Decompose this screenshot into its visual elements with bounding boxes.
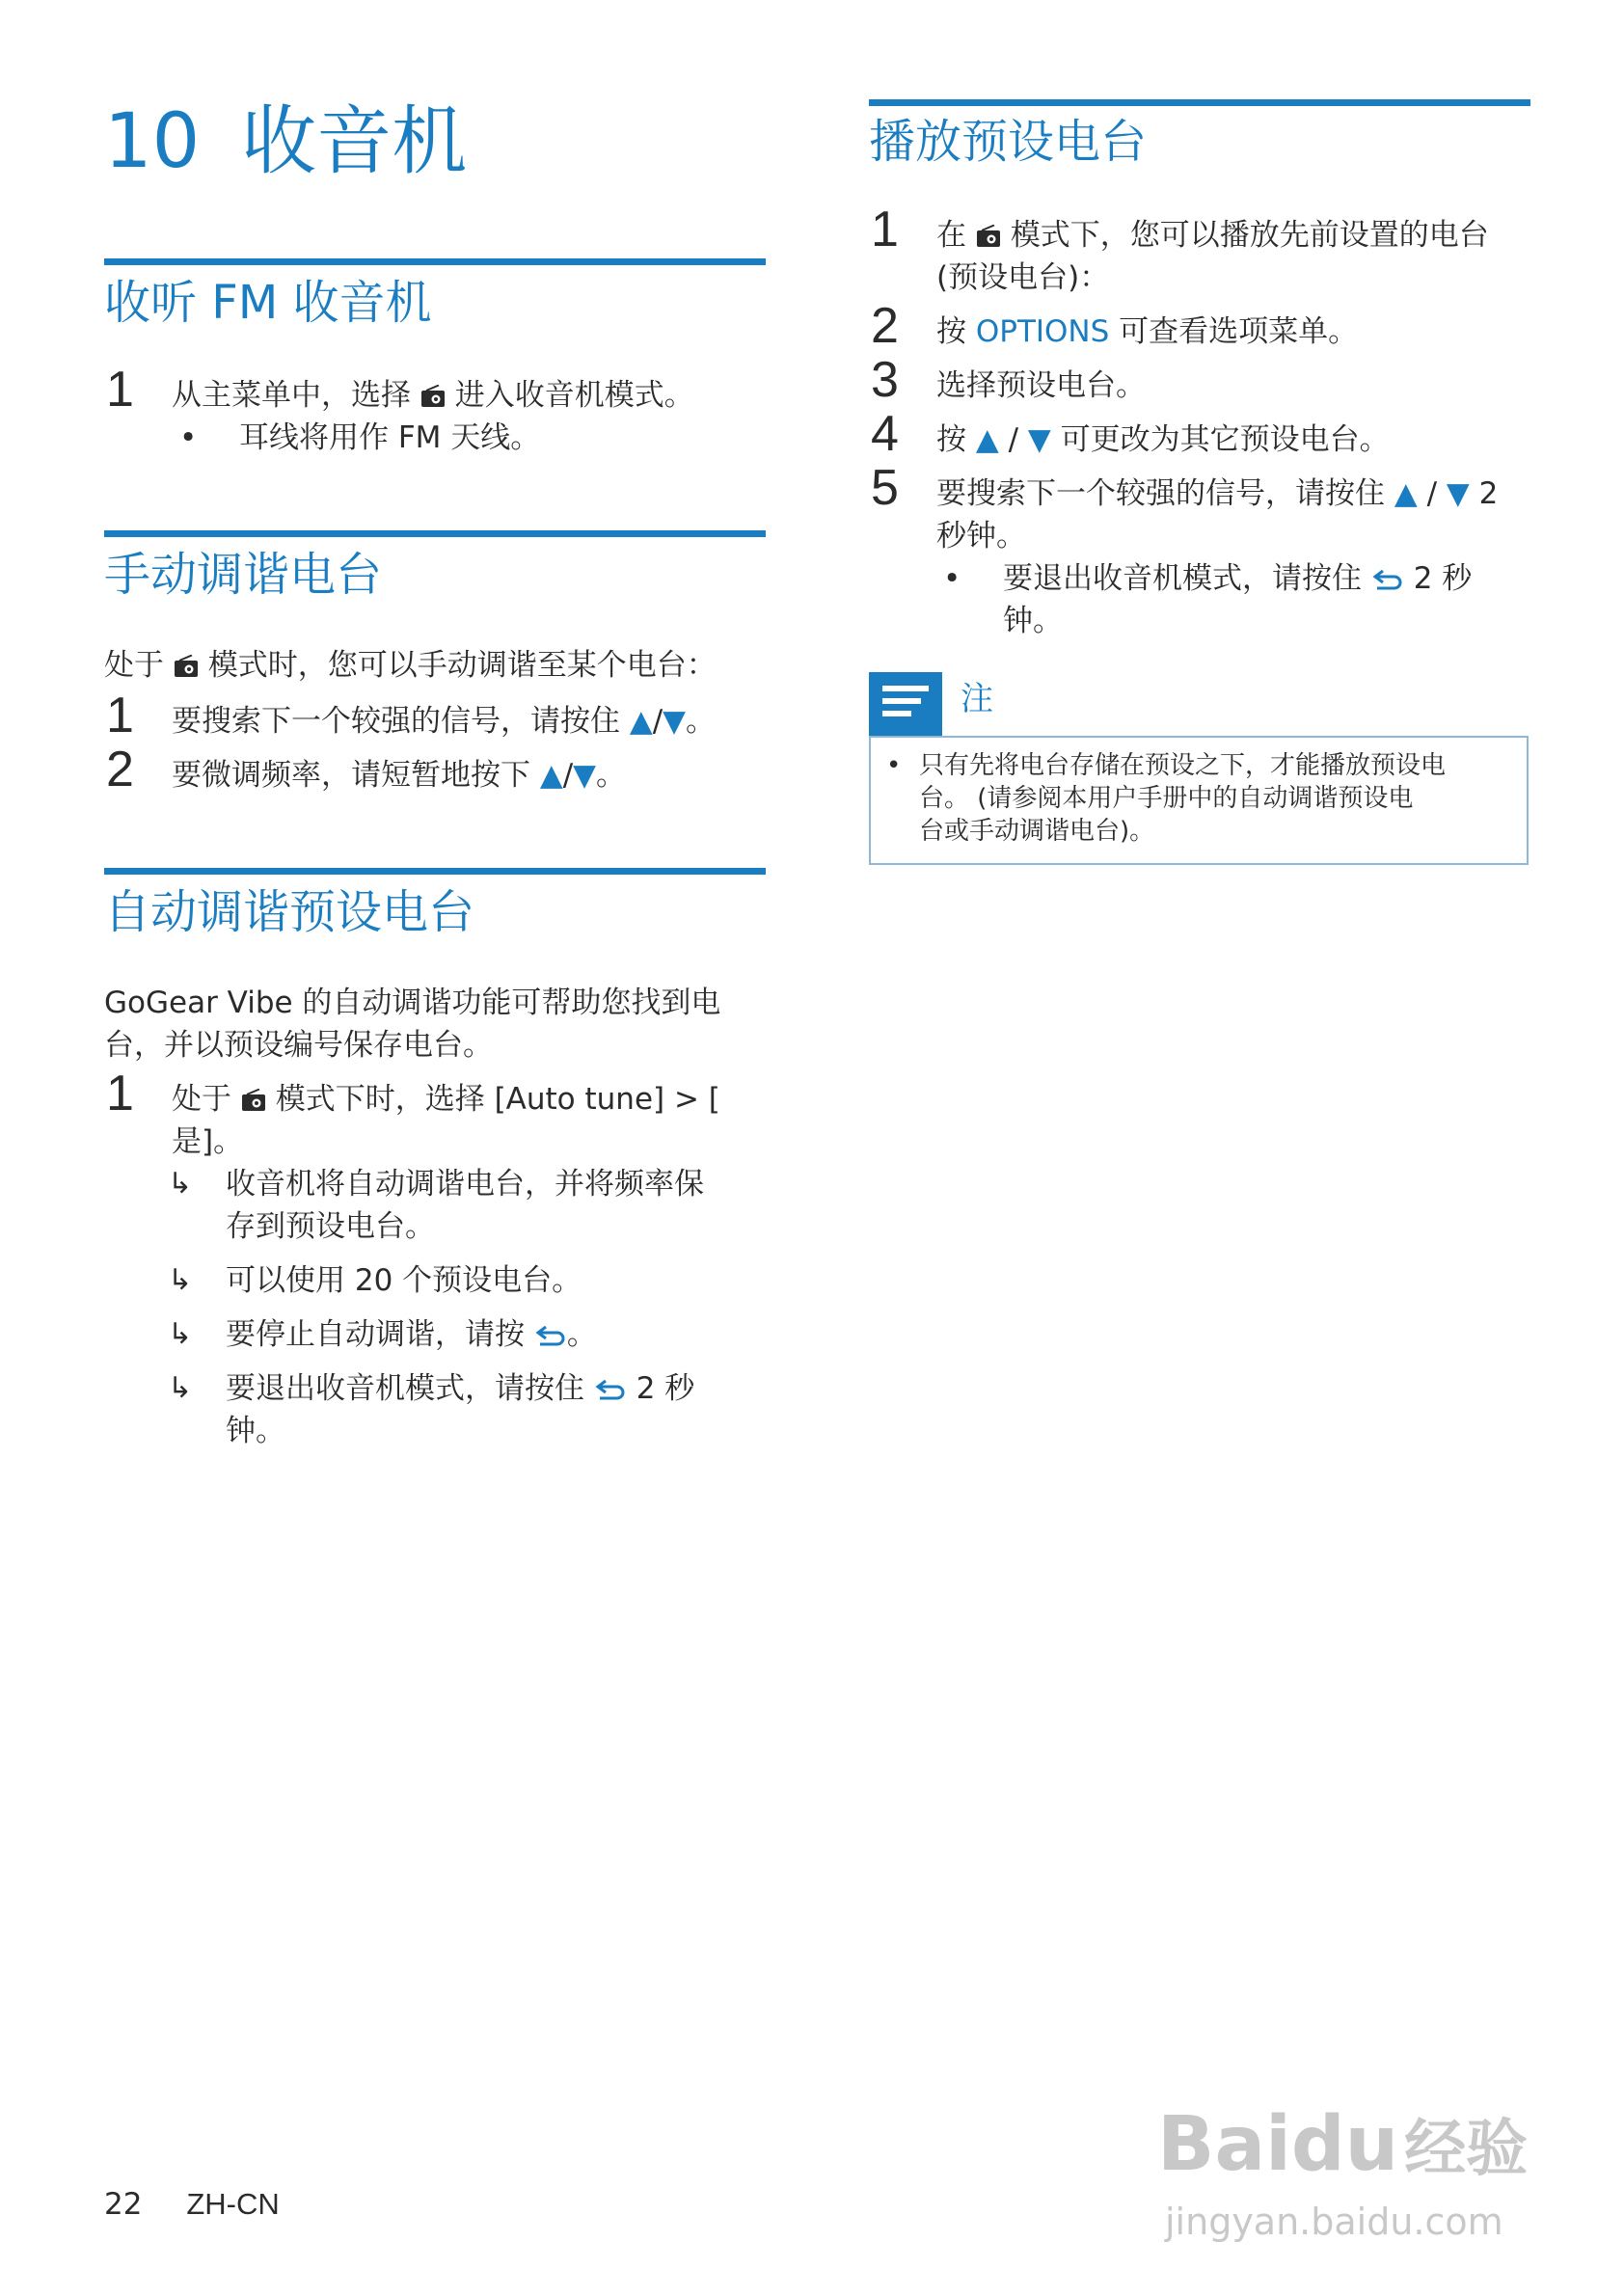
fm-bullet: • 耳线将用作 FM 天线。 [239, 417, 540, 459]
auto-subitem-1: ↳ 收音机将自动调谐电台，并将频率保 存到预设电台。 [226, 1163, 766, 1248]
bullet-dot: • [179, 420, 198, 455]
preset-step-4: 4 按 ▲ / ▼ 可更改为其它预设电台。 [871, 406, 1390, 462]
radio-icon [976, 225, 1001, 248]
preset-bullet: • 要退出收音机模式，请按住 2 秒 钟。 [1003, 557, 1533, 642]
section-rule-1 [104, 258, 766, 265]
step-number: 5 [871, 460, 899, 516]
step-number: 2 [871, 298, 899, 354]
language-code: ZH-CN [186, 2187, 280, 2221]
page-title [104, 98, 468, 185]
up-triangle-icon: ▲ [1394, 476, 1418, 511]
subitem-arrow-icon: ↳ [168, 1263, 193, 1297]
step-number: 1 [106, 688, 134, 743]
auto-subitem-2: ↳ 可以使用 20 个预设电台。 [226, 1259, 766, 1302]
up-triangle-icon: ▲ [539, 758, 563, 793]
page-footer [104, 2189, 280, 2220]
watermark-logo: Baidu经验 [1157, 2101, 1529, 2188]
section-heading-fm: 收听 FM 收音机 [104, 276, 432, 330]
back-icon [1371, 568, 1404, 591]
down-triangle-icon: ▼ [573, 758, 596, 793]
auto-subitem-3: ↳ 要停止自动调谐，请按 。 [226, 1313, 766, 1356]
radio-icon [241, 1089, 266, 1112]
preset-step-5: 5 要搜索下一个较强的信号，请按住 ▲ / ▼ 2 秒钟。 [871, 460, 1499, 554]
down-triangle-icon: ▼ [1446, 476, 1470, 511]
radio-icon [420, 385, 446, 408]
subitem-arrow-icon: ↳ [168, 1317, 193, 1351]
preset-step-3: 3 选择预设电台。 [871, 352, 1146, 408]
step-number: 2 [106, 742, 134, 797]
back-icon [594, 1378, 627, 1401]
chapter-number: 10 [104, 98, 201, 185]
auto-step-1: 1 处于 模式下时，选择 [Auto tune] > [ 是]。 [106, 1066, 720, 1159]
chapter-title: 收音机 [241, 98, 468, 185]
radio-icon [174, 655, 199, 678]
up-triangle-icon: ▲ [629, 704, 653, 739]
step-number: 4 [871, 406, 899, 462]
watermark-url: jingyan.baidu.com [1165, 2201, 1503, 2243]
back-icon [534, 1324, 567, 1347]
down-triangle-icon: ▼ [1027, 422, 1051, 457]
up-triangle-icon: ▲ [975, 422, 999, 457]
preset-step-2: 2 按 OPTIONS 可查看选项菜单。 [871, 298, 1359, 354]
section-heading-preset: 播放预设电台 [869, 115, 1148, 169]
auto-subitem-4: ↳ 要退出收音机模式，请按住 2 秒 钟。 [226, 1367, 766, 1452]
section-rule-3 [104, 868, 766, 875]
section-rule-2 [104, 530, 766, 537]
manual-step-1: 1 要搜索下一个较强的信号，请按住 ▲/▼。 [106, 688, 716, 743]
preset-step-1: 1 在 模式下，您可以播放先前设置的电台 (预设电台)： [871, 202, 1489, 295]
step-number: 1 [871, 202, 899, 257]
subitem-arrow-icon: ↳ [168, 1371, 193, 1405]
step-number: 1 [106, 1066, 134, 1121]
manual-step-2: 2 要微调频率，请短暂地按下 ▲/▼。 [106, 742, 626, 797]
note-bullet-dot: • [886, 751, 902, 780]
note-box [869, 736, 1529, 865]
page-number: 22 [104, 2187, 143, 2222]
down-triangle-icon: ▼ [663, 704, 686, 739]
auto-intro: GoGear Vibe 的自动调谐功能可帮助您找到电 台，并以预设编号保存电台。 [104, 986, 721, 1063]
section-rule-right [869, 99, 1530, 106]
note-text: 只有先将电台存储在预设之下，才能播放预设电 台。 (请参阅本用户手册中的自动调谐预设电 台或手动调谐电台)。 [919, 751, 1447, 846]
subitem-arrow-icon: ↳ [168, 1167, 193, 1201]
section-heading-manual: 手动调谐电台 [104, 548, 383, 602]
step-number: 1 [106, 362, 134, 418]
options-key-label: OPTIONS [975, 314, 1110, 349]
note-icon [869, 672, 942, 736]
fm-step-1: 1 从主菜单中，选择 进入收音机模式。 [106, 362, 694, 418]
step-number: 3 [871, 352, 899, 408]
manual-intro: 处于 模式时，您可以手动调谐至某个电台： [104, 648, 717, 683]
note-label: 注 [961, 680, 993, 718]
section-heading-auto: 自动调谐预设电台 [104, 885, 475, 939]
bullet-dot: • [943, 561, 961, 596]
